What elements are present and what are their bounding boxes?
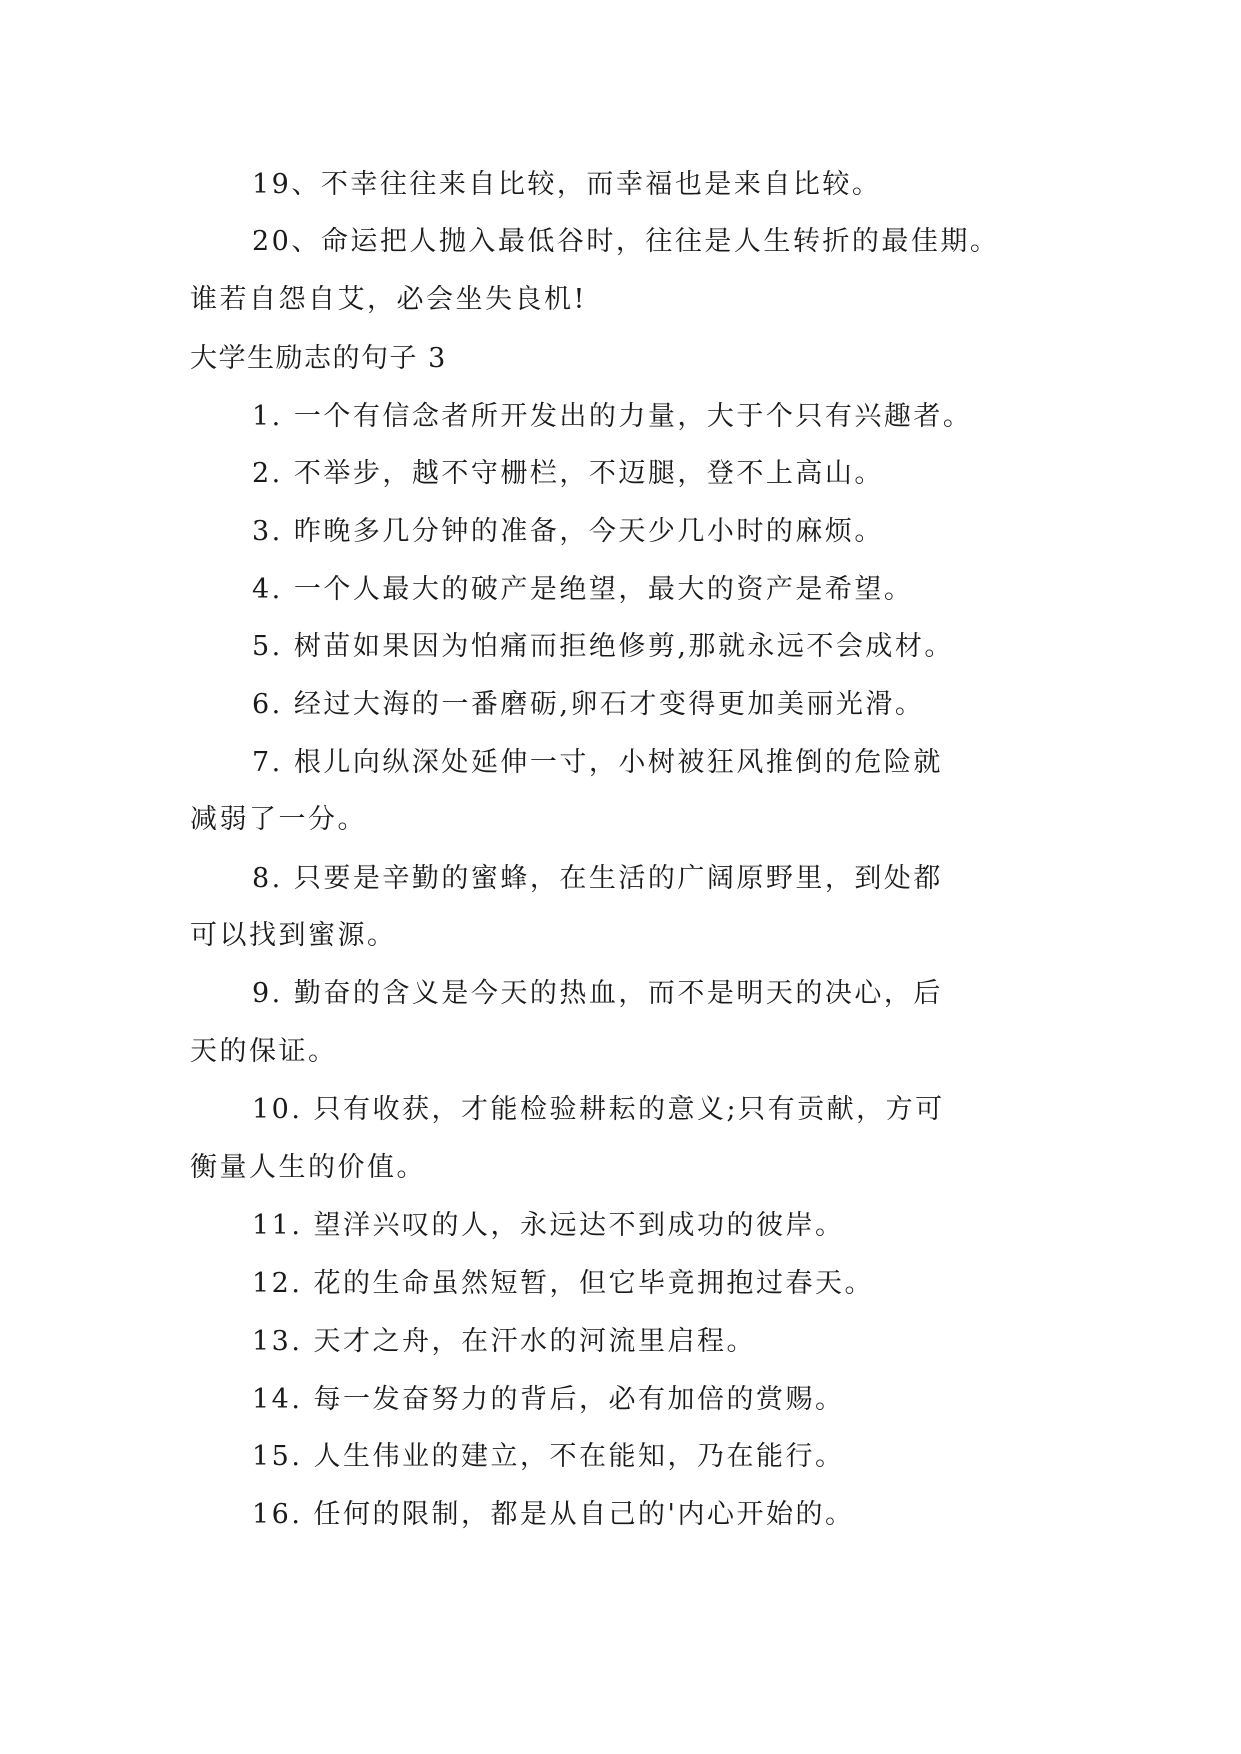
quote-10: 10. 只有收获，才能检验耕耘的意义;只有贡献，方可	[252, 1094, 945, 1125]
quote-9: 9. 勤奋的含义是今天的热血，而不是明天的决心，后	[252, 978, 943, 1009]
section-heading: 大学生励志的句子 3	[190, 343, 447, 374]
quote-8-continued: 可以找到蜜源。	[190, 920, 397, 951]
quote-3: 3. 昨晚多几分钟的准备，今天少几小时的麻烦。	[252, 516, 884, 547]
quote-5: 5. 树苗如果因为怕痛而拒绝修剪,那就永远不会成材。	[252, 631, 954, 662]
quote-19: 19、不幸往往来自比较，而幸福也是来自比较。	[252, 169, 882, 200]
quote-8: 8. 只要是辛勤的蜜蜂，在生活的广阔原野里，到处都	[252, 863, 943, 894]
quote-2: 2. 不举步，越不守栅栏，不迈腿，登不上高山。	[252, 458, 884, 489]
quote-16: 16. 任何的限制，都是从自己的'内心开始的。	[252, 1499, 855, 1530]
quote-10-continued: 衡量人生的价值。	[190, 1152, 426, 1183]
quote-11: 11. 望洋兴叹的人，永远达不到成功的彼岸。	[252, 1210, 845, 1241]
quote-7-continued: 减弱了一分。	[190, 804, 367, 835]
quote-6: 6. 经过大海的一番磨砺,卵石才变得更加美丽光滑。	[252, 689, 925, 720]
quote-20: 20、命运把人抛入最低谷时，往往是人生转折的最佳期。	[252, 226, 1000, 257]
quote-20-continued: 谁若自怨自艾，必会坐失良机!	[190, 284, 587, 315]
quote-1: 1. 一个有信念者所开发出的力量，大于个只有兴趣者。	[252, 401, 973, 432]
quote-14: 14. 每一发奋努力的背后，必有加倍的赏赐。	[252, 1384, 845, 1415]
quote-9-continued: 天的保证。	[190, 1036, 338, 1067]
quote-12: 12. 花的生命虽然短暂，但它毕竟拥抱过春天。	[252, 1268, 875, 1299]
quote-4: 4. 一个人最大的破产是绝望，最大的资产是希望。	[252, 574, 914, 605]
quote-13: 13. 天才之舟，在汗水的河流里启程。	[252, 1326, 757, 1357]
quote-15: 15. 人生伟业的建立，不在能知，乃在能行。	[252, 1441, 845, 1472]
quote-7: 7. 根儿向纵深处延伸一寸，小树被狂风推倒的危险就	[252, 747, 943, 778]
